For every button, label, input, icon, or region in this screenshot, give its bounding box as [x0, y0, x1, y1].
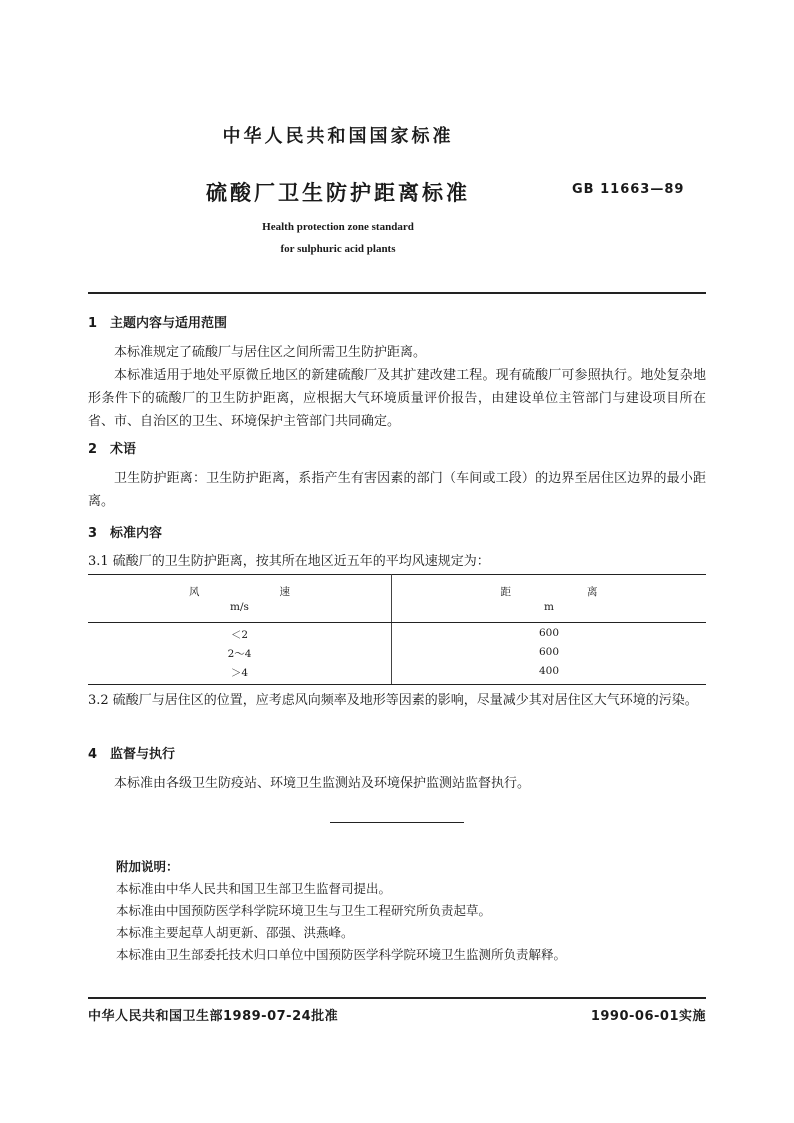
table-row1-distance: 600	[538, 627, 560, 639]
section1-number: 1	[88, 316, 98, 331]
section2-number: 2	[88, 442, 98, 457]
section2-para1: 卫生防护距离：卫生防护距离，系指产生有害因素的部门（车间或工段）的边界至居住区边界的最小距离。	[88, 471, 706, 509]
section3-title: 标准内容	[110, 526, 163, 541]
table-row1-speed: ＜2	[230, 629, 249, 641]
section4-title: 监督与执行	[110, 747, 176, 762]
table-bottom-rule	[88, 684, 706, 685]
section-end-divider	[330, 822, 464, 823]
english-title-line2: for sulphuric acid plants	[280, 243, 396, 255]
english-title-line1: Health protection zone standard	[262, 221, 414, 233]
national-standard-heading: 中华人民共和国国家标准	[222, 126, 454, 147]
table-row2-speed: 2～4	[227, 648, 252, 660]
table-header-speed	[88, 584, 391, 599]
notes-line2: 本标准由中国预防医学科学院环境卫生与卫生工程研究所负责起草。	[116, 903, 492, 918]
section2-title: 术语	[110, 442, 137, 457]
notes-line3: 本标准主要起草人胡更新、邵强、洪燕峰。	[116, 925, 354, 940]
notes-line4: 本标准由卫生部委托技术归口单位中国预防医学科学院环境卫生监测所负责解释。	[116, 947, 567, 962]
document-title: 硫酸厂卫生防护距离标准	[206, 180, 470, 205]
section3-heading	[88, 522, 162, 541]
section1-title: 主题内容与适用范围	[110, 316, 228, 331]
section4-number: 4	[88, 747, 98, 762]
section1-para1: 本标准规定了硫酸厂与居住区之间所需卫生防护距离。	[114, 345, 427, 360]
table-top-rule	[88, 574, 706, 575]
section4-heading	[88, 743, 175, 762]
table-header-distance	[392, 584, 706, 599]
section4-para1: 本标准由各级卫生防疫站、环境卫生监测站及环境保护监测站监督执行。	[114, 776, 531, 791]
table-row3-distance: 400	[538, 665, 560, 677]
speed-header-char2: 速	[279, 586, 290, 598]
distance-unit: m	[544, 601, 554, 613]
table-header-rule	[88, 622, 706, 623]
approval-date: 中华人民共和国卫生部1989-07-24批准	[88, 1009, 339, 1024]
section1-heading	[88, 312, 227, 331]
section3-number: 3	[88, 526, 98, 541]
notes-line1: 本标准由中华人民共和国卫生部卫生监督司提出。	[116, 881, 392, 896]
distance-header-char1: 距	[500, 586, 511, 598]
standard-code: GB 11663—89	[572, 182, 685, 197]
effective-date: 1990-06-01实施	[590, 1009, 706, 1024]
table-row2-distance: 600	[538, 646, 560, 658]
header-divider	[88, 292, 706, 294]
footer-divider	[88, 997, 706, 999]
clause-3-1: 3.1 硫酸厂的卫生防护距离，按其所在地区近五年的平均风速规定为：	[88, 554, 490, 569]
table-row3-speed: ＞4	[230, 667, 249, 679]
speed-unit: m/s	[230, 601, 249, 613]
section1-para2: 本标准适用于地处平原微丘地区的新建硫酸厂及其扩建改建工程。现有硫酸厂可参照执行。地处复杂地形条件下的硫酸厂的卫生防护距离，应根据大气环境质量评价报告，由建设单位主管部门与建设项目所在省、市、自治区的卫生、环境保护主管部门共同确定。	[88, 368, 706, 429]
distance-header-char2: 离	[587, 586, 598, 598]
section2-heading	[88, 438, 136, 457]
notes-title: 附加说明：	[116, 859, 179, 874]
speed-header-char1: 风	[189, 586, 200, 598]
clause-3-2: 3.2 硫酸厂与居住区的位置，应考虑风向频率及地形等因素的影响，尽量减少其对居住区大气环境的污染。	[88, 693, 698, 708]
